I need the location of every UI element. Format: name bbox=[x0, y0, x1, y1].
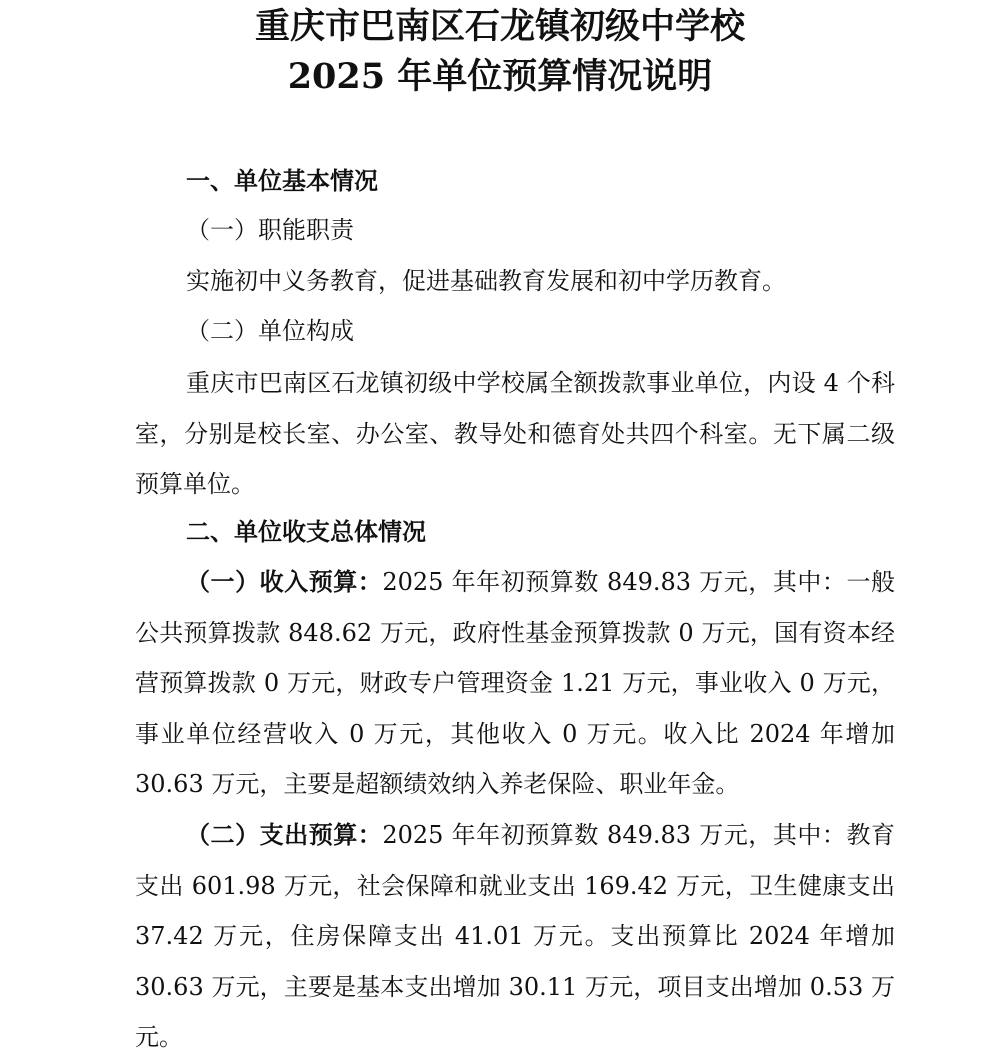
expense-label: （二）支出预算： bbox=[186, 820, 383, 849]
expense-text: 2025 年年初预算数 849.83 万元，其中：教育支出 601.98 万元，社会保障和就业支出 169.42 万元，卫生健康支出 37.42 万元，住房保障支出 41.01 万元。支出预算比 2024 年增加 30.63 万元，主要是基本支出增加 30.11 万元，项目支出增加 0.53 万元。 bbox=[135, 821, 895, 1051]
section1-heading: 一、单位基本情况 bbox=[186, 166, 378, 195]
document-title-line1: 重庆市巴南区石龙镇初级中学校 bbox=[254, 6, 745, 47]
document-title-line2: 2025 年单位预算情况说明 bbox=[287, 56, 713, 97]
section1-sub1-heading: （一）职能职责 bbox=[186, 216, 354, 244]
income-paragraph bbox=[135, 557, 895, 810]
income-label: （一）收入预算： bbox=[186, 567, 383, 596]
section1-sub1-text: 实施初中义务教育，促进基础教育发展和初中学历教育。 bbox=[186, 267, 786, 295]
section1-sub2-heading: （二）单位构成 bbox=[186, 317, 354, 345]
income-text: 2025 年年初预算数 849.83 万元，其中：一般公共预算拨款 848.62 万元，政府性基金预算拨款 0 万元，国有资本经营预算拨款 0 万元，财政专户管理资金 1.21 万元，事业收入 0 万元，事业单位经营收入 0 万元，其他收入 0 万元。收入比 2024 年增加 30.63 万元，主要是超额绩效纳入养老保险、职业年金。 bbox=[135, 568, 895, 798]
section1-sub2-text: 重庆市巴南区石龙镇初级中学校属全额拨款事业单位，内设 4 个科室，分别是校长室、办公室、教导处和德育处共四个科室。无下属二级预算单位。 bbox=[135, 369, 895, 498]
expense-paragraph bbox=[135, 810, 895, 1063]
section2-heading: 二、单位收支总体情况 bbox=[186, 517, 426, 546]
